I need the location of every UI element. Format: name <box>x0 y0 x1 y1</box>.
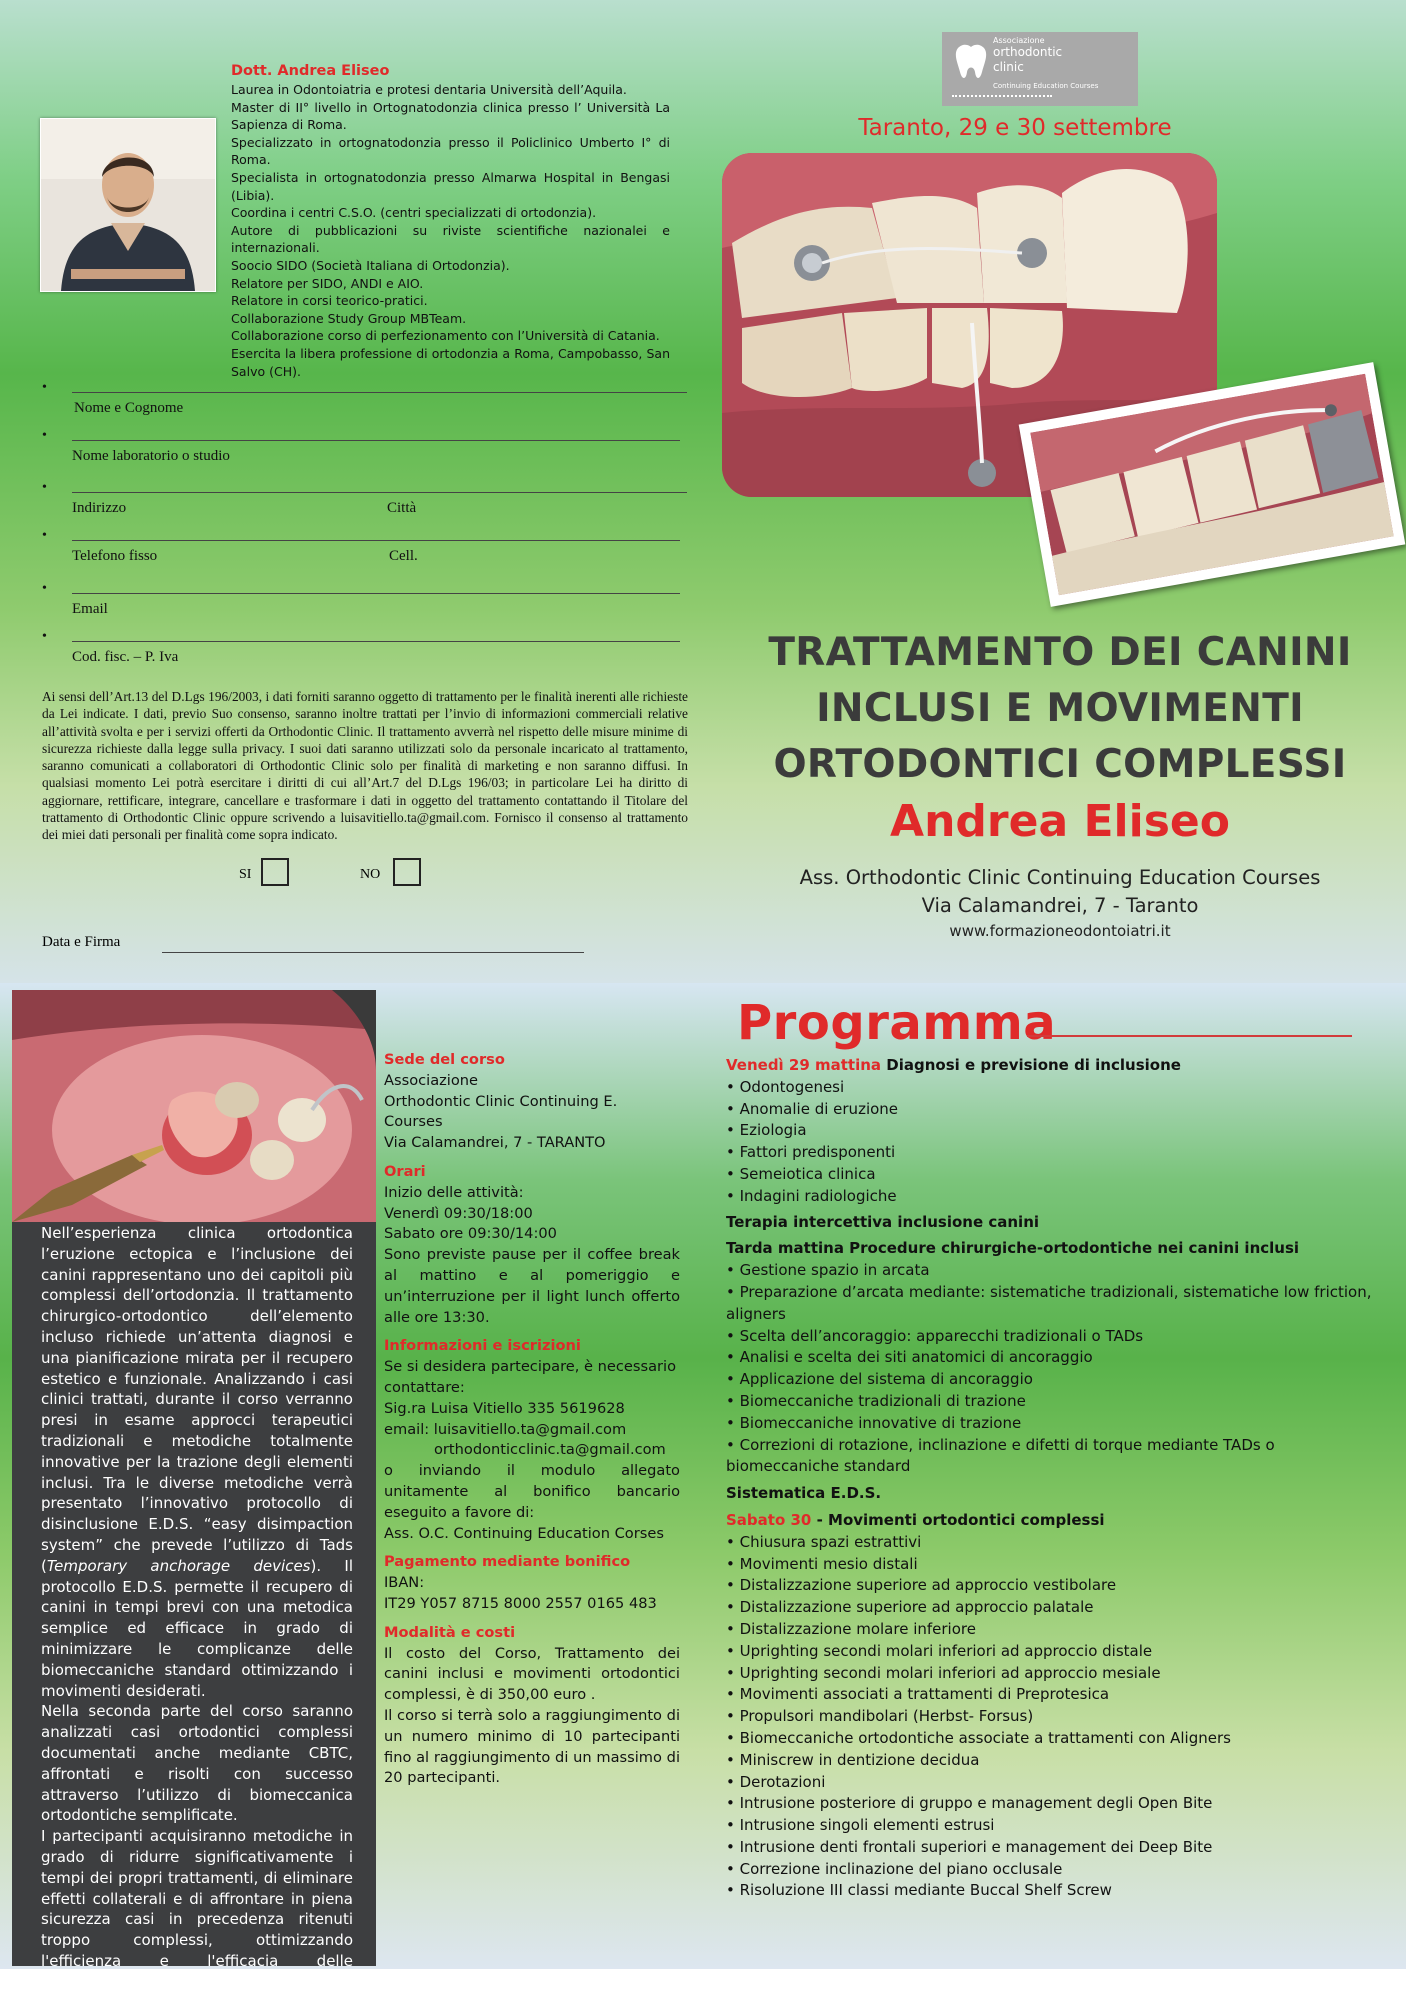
program-item: • Distalizzazione superiore ad approccio vestibolare <box>726 1575 1391 1597</box>
bio-line: Specialista in ortognatodonzia presso Almarwa Hospital in Bengasi (Libia). <box>231 169 670 203</box>
hours-line: Venerdì 09:30/18:00 <box>384 1204 533 1222</box>
hours-line: Sabato ore 09:30/14:00 <box>384 1225 557 1243</box>
consent-no-checkbox[interactable] <box>393 858 421 886</box>
form-bullet: • <box>42 428 47 443</box>
program-schedule <box>726 1055 1391 1902</box>
venue-line: Via Calamandrei, 7 - TARANTO <box>384 1134 606 1152</box>
logo-line1: Associazione <box>993 36 1045 45</box>
hours-heading: Orari <box>384 1162 426 1180</box>
program-item: • Applicazione del sistema di ancoraggio <box>726 1369 1391 1391</box>
course-info <box>384 1050 680 1789</box>
logo-dots <box>952 95 1052 97</box>
form-bullet: • <box>42 380 47 395</box>
program-title-rule <box>1027 1035 1352 1037</box>
logo-line2: orthodontic <box>993 45 1063 59</box>
course-title-line: TRATTAMENTO DEI CANINI <box>768 630 1352 675</box>
contact-email-alt[interactable]: orthodonticclinic.ta@gmail.com <box>434 1441 666 1459</box>
day2-list <box>726 1532 1391 1903</box>
signature-line[interactable] <box>162 952 584 953</box>
program-item: • Gestione spazio in arcata <box>726 1260 1391 1282</box>
bio-line: Relatore in corsi teorico-pratici. <box>231 293 428 309</box>
program-item: • Risoluzione III classi mediante Buccal Shelf Screw <box>726 1880 1391 1902</box>
terms-text: Il corso si terrà solo a raggiungimento di un numero minimo di 10 partecipanti fino al raggiungimento di un massimo di 20 partecipanti. <box>384 1706 680 1787</box>
association-logo <box>942 32 1138 106</box>
bio-line: Collaborazione corso di perfezionamento con l’Università di Catania. <box>231 328 660 344</box>
course-title-line: INCLUSI E MOVIMENTI <box>816 686 1304 731</box>
bio-line: Coordina i centri C.S.O. (centri specializzati di ortodonzia). <box>231 205 597 221</box>
iban-value: IT29 Y057 8715 8000 2557 0165 483 <box>384 1594 657 1612</box>
program-item: • Fattori predisponenti <box>726 1142 1391 1164</box>
program-item: • Chiusura spazi estrattivi <box>726 1532 1391 1554</box>
city-label: Città <box>387 500 417 516</box>
logo-line4: Continuing Education Courses <box>993 82 1099 90</box>
program-item: • Scelta dell’ancoraggio: apparecchi tradizionali o TADs <box>726 1326 1391 1348</box>
brochure-outer-side <box>0 0 1406 983</box>
program-subheading: Sistematica E.D.S. <box>726 1484 882 1503</box>
surgery-photo <box>12 990 376 1222</box>
lab-label: Nome laboratorio o studio <box>72 448 230 464</box>
organizer-name: Ass. Orthodontic Clinic Continuing Education Courses <box>799 866 1321 889</box>
program-item: • Distalizzazione molare inferiore <box>726 1619 1391 1641</box>
program-item: • Uprighting secondi molari inferiori ad approccio mesiale <box>726 1663 1391 1685</box>
program-item: • Intrusione posteriore di gruppo e management degli Open Bite <box>726 1793 1391 1815</box>
program-title: Programma <box>737 995 1057 1051</box>
form-bullet: • <box>42 629 47 644</box>
program-item: • Biomeccaniche tradizionali di trazione <box>726 1391 1391 1413</box>
organizer-website[interactable]: www.formazioneodontoiatri.it <box>949 922 1171 940</box>
program-item: • Miniscrew in dentizione decidua <box>726 1750 1391 1772</box>
doctor-photo <box>40 118 216 292</box>
program-item: • Odontogenesi <box>726 1077 1391 1099</box>
bio-line: Soocio SIDO (Società Italiana di Ortodonzia). <box>231 257 510 273</box>
course-description <box>41 1223 353 1992</box>
bio-line: Autore di pubblicazioni su riviste scientifiche nazionalei e internazionali. <box>231 222 670 256</box>
contact-payee: Ass. O.C. Continuing Education Corses <box>384 1524 664 1542</box>
program-item: • Movimenti associati a trattamenti di Preprotesica <box>726 1684 1391 1706</box>
email-label: Email <box>72 601 108 617</box>
bio-line: Relatore per SIDO, ANDI e AIO. <box>231 275 424 291</box>
program-item: • Intrusione denti frontali superiori e management dei Deep Bite <box>726 1837 1391 1859</box>
program-item: • Correzione inclinazione del piano occlusale <box>726 1859 1391 1881</box>
doctor-name: Dott. Andrea Eliseo <box>231 63 390 79</box>
program-item: • Propulsori mandibolari (Herbst- Forsus) <box>726 1706 1391 1728</box>
program-subheading: Terapia intercettiva inclusione canini <box>726 1212 1040 1231</box>
course-title-line: ORTODONTICI COMPLESSI <box>773 742 1347 787</box>
day1-list <box>726 1077 1391 1208</box>
hours-line: Inizio delle attività: <box>384 1183 524 1201</box>
contact-note: o inviando il modulo allegato unitamente al bonifico bancario eseguito a favore di: <box>384 1462 680 1521</box>
venue-line: Orthodontic Clinic Continuing E. Courses <box>384 1092 618 1131</box>
program-item: • Intrusione singoli elementi estrusi <box>726 1815 1391 1837</box>
bio-line: Laurea in Odontoiatria e protesi dentaria Università dell’Aquila. <box>231 82 627 97</box>
terms-text: Il costo del Corso, Trattamento dei canini inclusi e movimenti ortodontici complessi, è di 350,00 euro . <box>384 1644 680 1704</box>
contact-text: Se si desidera partecipare, è necessario contattare: <box>384 1358 677 1396</box>
tooth-icon <box>954 42 988 82</box>
description-paragraph: Nella seconda parte del corso saranno analizzati casi ortodontici complessi documentati anche mediante CBTC, affrontati e risolti con successo attraverso l’utilizzo di biomeccanica ortodontiche semplificate. <box>41 1702 353 1825</box>
payment-heading: Pagamento mediante bonifico <box>384 1553 631 1571</box>
hours-note: Sono previste pause per il coffee break al mattino e al pomeriggio e un’interruzione per il light lunch offerto alle ore 13:30. <box>384 1246 680 1326</box>
phone-label: Telefono fisso <box>72 548 158 564</box>
program-item: • Semeiotica clinica <box>726 1164 1391 1186</box>
program-item: • Movimenti mesio distali <box>726 1554 1391 1576</box>
organizer-address: Via Calamandrei, 7 - Taranto <box>921 894 1199 917</box>
program-item: • Preparazione d’arcata mediante: sistematiche tradizionali, sistematiche low friction, aligners <box>726 1282 1391 1326</box>
form-bullet: • <box>42 528 47 543</box>
program-item: • Uprighting secondi molari inferiori ad approccio distale <box>726 1641 1391 1663</box>
bio-line: Esercita la libera professione di ortodonzia a Roma, Campobasso, San Salvo (CH). <box>231 345 670 379</box>
program-item: • Biomeccaniche ortodontiche associate a trattamenti con Aligners <box>726 1728 1391 1750</box>
speaker-name: Andrea Eliseo <box>890 796 1230 847</box>
day2-heading: Sabato 30 - Movimenti ortodontici complessi <box>726 1510 1105 1529</box>
program-item: • Anomalie di eruzione <box>726 1099 1391 1121</box>
program-item: • Indagini radiologiche <box>726 1186 1391 1208</box>
terms-heading: Modalità e costi <box>384 1623 516 1641</box>
doctor-bio <box>231 81 670 380</box>
program-subheading: Tarda mattina Procedure chirurgiche-ortodontiche nei canini inclusi <box>726 1239 1300 1258</box>
contact-person: Sig.ra Luisa Vitiello 335 5619628 <box>384 1399 625 1417</box>
form-bullet: • <box>42 480 47 495</box>
contact-email[interactable]: email: luisavitiello.ta@gmail.com <box>384 1420 627 1438</box>
event-date-location: Taranto, 29 e 30 settembre <box>858 115 1172 141</box>
contact-heading: Informazioni e iscrizioni <box>384 1337 581 1355</box>
program-item: • Distalizzazione superiore ad approccio palatale <box>726 1597 1391 1619</box>
venue-line: Associazione <box>384 1071 479 1089</box>
iban-label: IBAN: <box>384 1574 425 1592</box>
description-paragraph: Nell’esperienza clinica ortodontica l’eruzione ectopica e l’inclusione dei canini rappresentano uno dei capitoli più complessi dell’ortodonzia. Il trattamento chirurgico-ortodontico dell’elemento incluso richiede un’attenta diagnosi e una pianificazione mirata per il recupero estetico e funzionale. Analizzando i casi clinici trattati, durante il corso verranno presi in esame approcci terapeutici tradizionali e metodiche totalmente innovative per la trazione degli elementi inclusi. Tra le diverse metodiche verrà presentato l’innovativo protocollo di disinclusione E.D.S. “easy disimpaction system” che prevede l’utilizzo di Tads (Temporary anchorage devices). Il protocollo E.D.S. permette il recupero di canini in tempi brevi con una metodica semplice ed efficace in grado di minimizzare le complicanze delle biomeccaniche standard ottimizzando i movimenti desiderati. <box>41 1224 353 1700</box>
day1b-list <box>726 1260 1391 1478</box>
date-sign-label: Data e Firma <box>42 934 121 950</box>
consent-yes-checkbox[interactable] <box>261 858 289 886</box>
privacy-notice: Ai sensi dell’Art.13 del D.Lgs 196/2003, i dati forniti saranno oggetto di trattamento per le finalità inerenti alle richieste da Lei indicate. I dati, previo Suo consenso, saranno inoltre trattati per l’invio di informazioni commerciali relative all’attività svolta e per i servizi offerti da Orthodontic Clinic. Il trattamento avverrà nel rispetto delle misure minime di sicurezza richieste dalla legge sulla privacy. I suoi dati saranno utilizzati solo da personale incaricato al trattamento, saranno comunicati a collaboratori di Orthodontic Clinic solo per finalità di marketing e non saranno diffusi. In qualsiasi momento Lei potrà esercitare i diritti di cui all’Art.7 del D.Lgs 196/03; in particolare Lei ha diritto di aggiornare, rettificare, integrare, cancellare e trasformare i dati in oggetto del trattamento contattando il Titolare del trattamento di Orthodontic Clinic oppure scrivendo a luisavitiello.ta@gmail.com. Fornisco il consenso al trattamento dei miei dati personali per finalità come sopra indicato. <box>42 689 688 843</box>
cell-label: Cell. <box>389 548 418 564</box>
bio-line: Collaborazione Study Group MBTeam. <box>231 310 467 326</box>
form-bullet: • <box>42 581 47 596</box>
program-item: • Correzioni di rotazione, inclinazione e difetti di torque mediante TADs o biomeccaniche standard <box>726 1435 1391 1479</box>
bio-line: Specializzato in ortognatodonzia presso il Policlinico Umberto I° di Roma. <box>231 134 670 168</box>
name-label: Nome e Cognome <box>74 400 184 416</box>
consent-yes-label: SI <box>239 867 252 882</box>
tax-label: Cod. fisc. – P. Iva <box>72 649 179 665</box>
program-item: • Eziologia <box>726 1120 1391 1142</box>
description-paragraph: I partecipanti acquisiranno metodiche in grado di ridurre significativamente i tempi dei propri trattamenti, di eliminare effetti collaterali e di affrontare in piena sicurezza casi in precedenza ritenuti troppo complessi, ottimizzando l'efficienza e l'efficacia delle apparecchiature applicate. <box>41 1827 353 1991</box>
program-item: • Analisi e scelta dei siti anatomici di ancoraggio <box>726 1347 1391 1369</box>
program-item: • Derotazioni <box>726 1772 1391 1794</box>
logo-line3: clinic <box>993 60 1024 74</box>
bio-line: Master di II° livello in Ortognatodonzia clinica presso l’ Università La Sapienza di Roma. <box>231 99 670 133</box>
course-title <box>730 625 1390 793</box>
program-item: • Biomeccaniche innovative di trazione <box>726 1413 1391 1435</box>
consent-no-label: NO <box>360 867 381 882</box>
venue-heading: Sede del corso <box>384 1051 505 1068</box>
day1-heading: Venedì 29 mattina Diagnosi e previsione di inclusione <box>726 1056 1181 1074</box>
address-label: Indirizzo <box>72 500 127 516</box>
